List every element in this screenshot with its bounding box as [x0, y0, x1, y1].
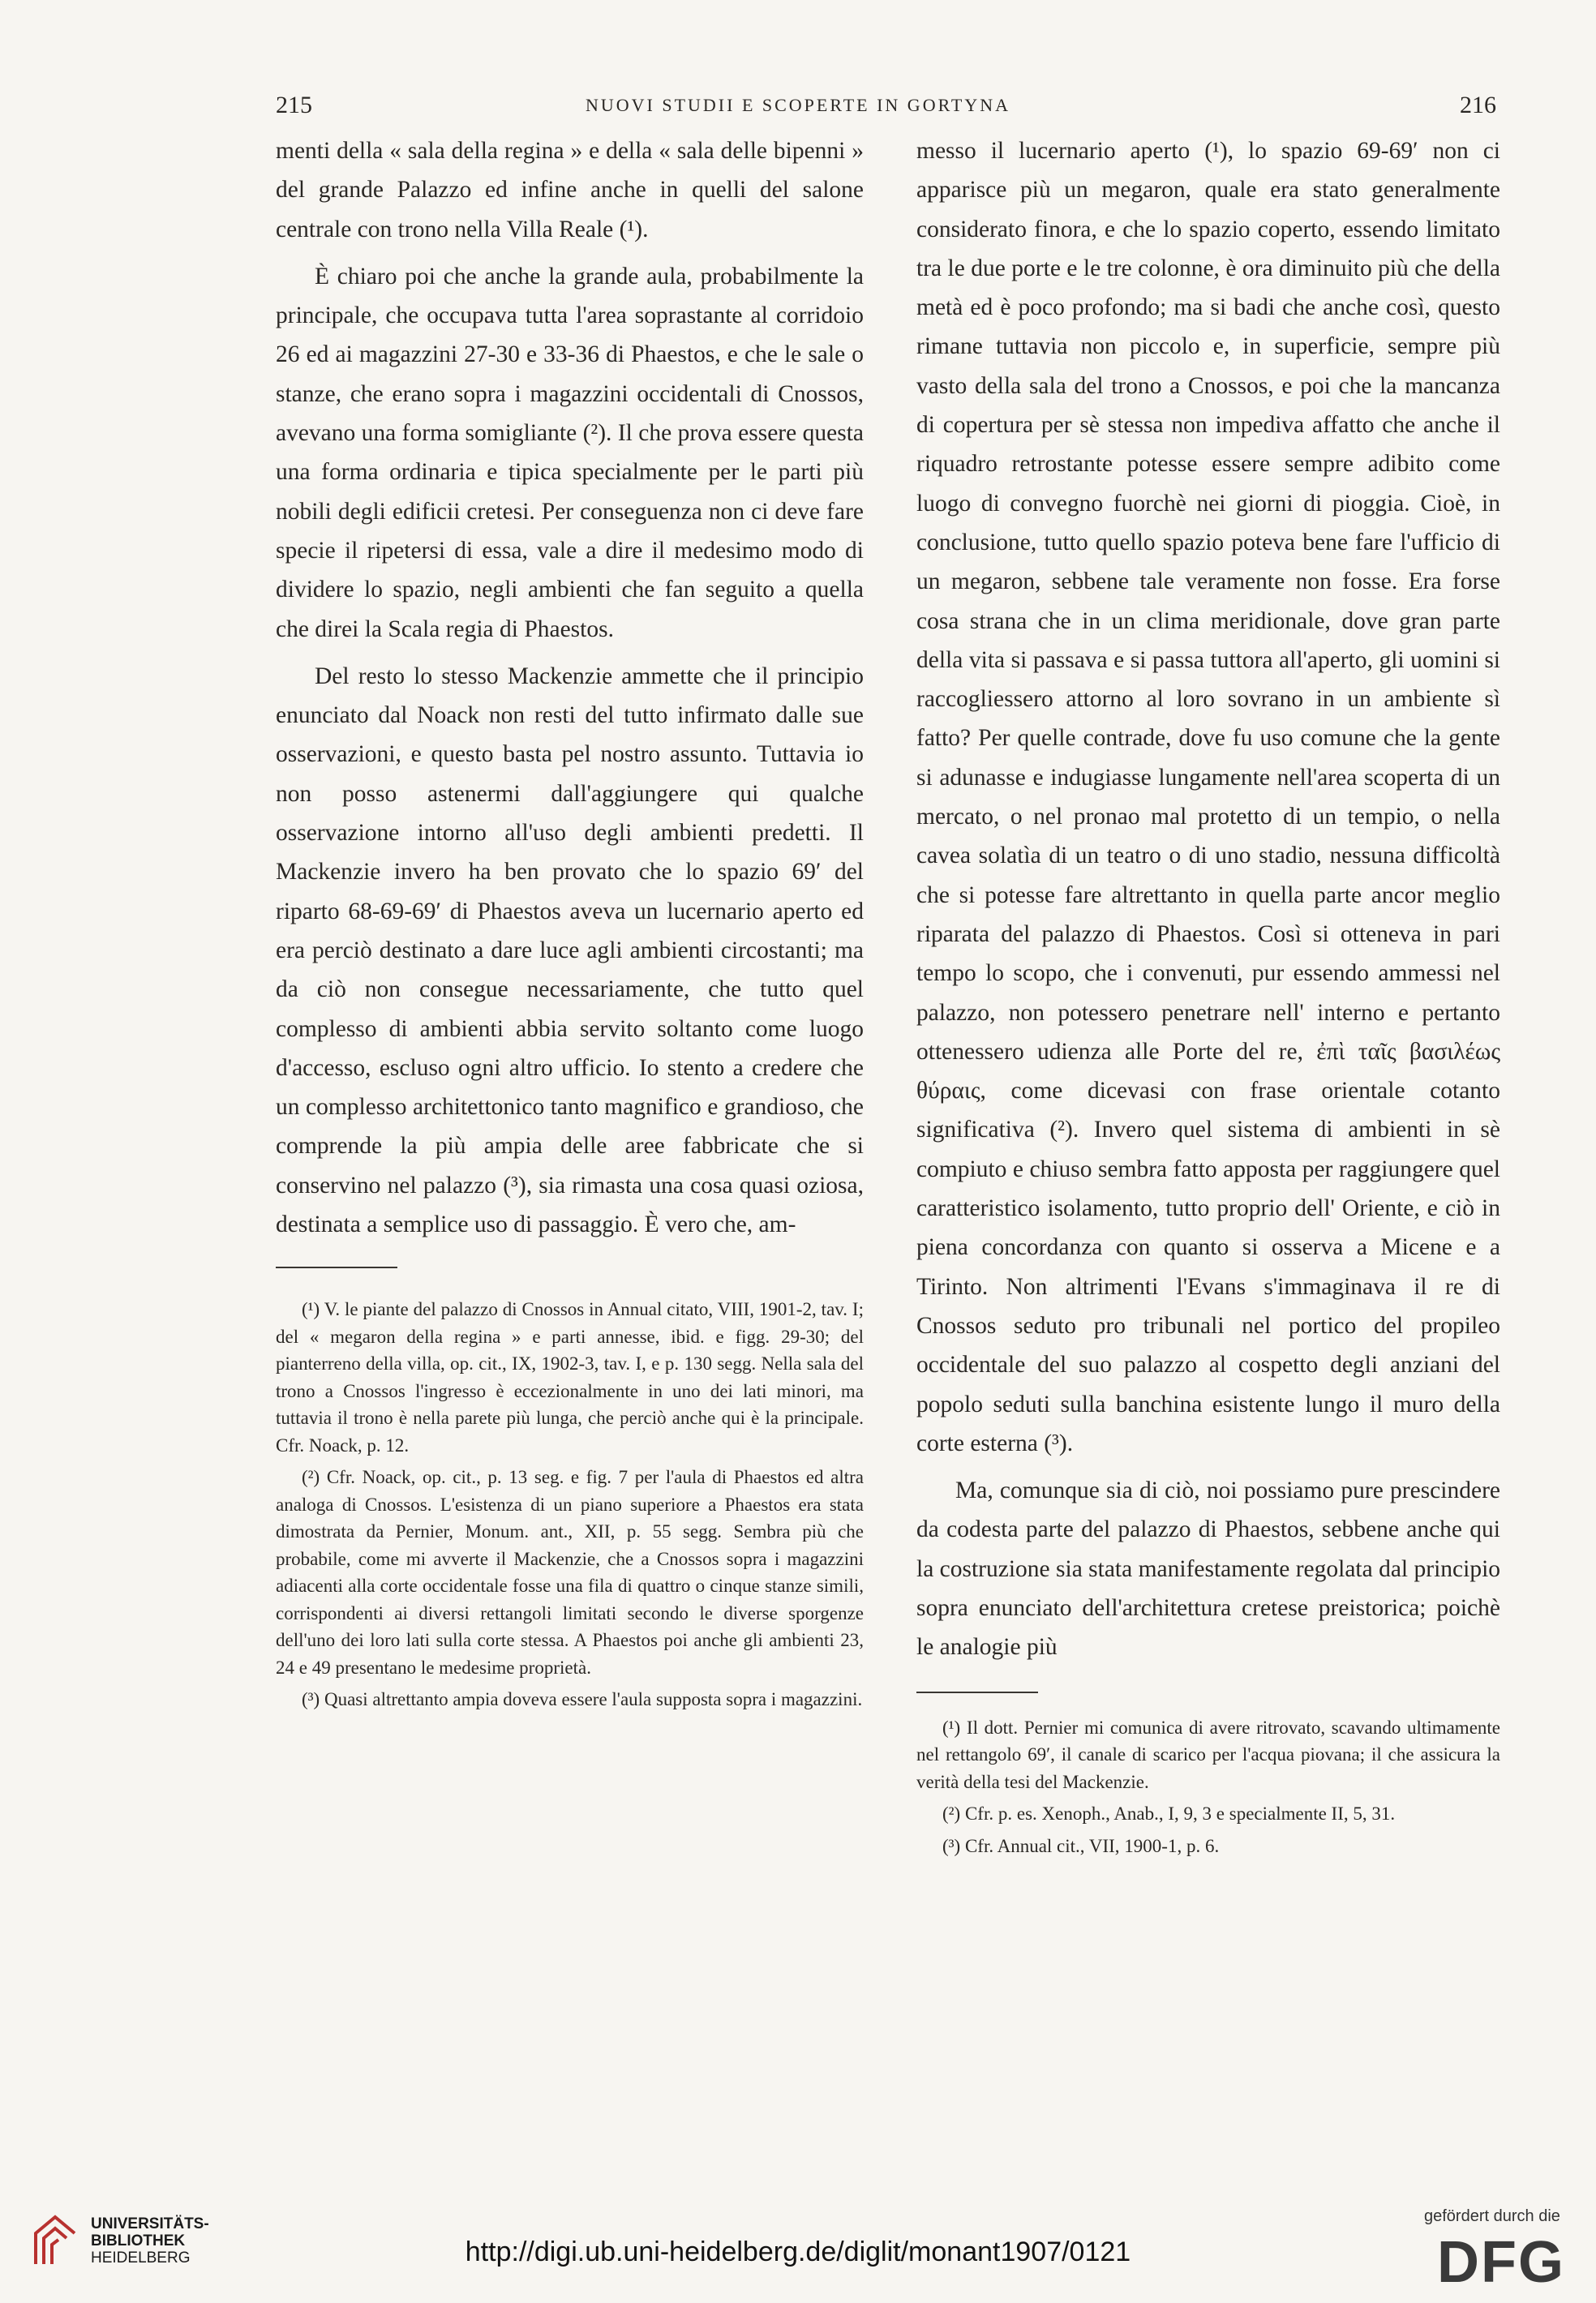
right-footnote-1: (¹) Il dott. Pernier mi comunica di avere ritrovato, scavando ultimamente nel rettangolo 69′, il canale di scarico per l'acqua piovana; il che assicura la verità della tesi del Mackenzie. — [916, 1717, 1500, 1792]
funding-caption: gefördert durch die — [1424, 2207, 1560, 2225]
running-title: NUOVI STUDII E SCOPERTE IN GORTYNA — [585, 95, 1011, 115]
page-number-right: 216 — [1460, 92, 1496, 118]
right-paragraph-1: messo il lucernario aperto (¹), lo spazio 69-69′ non ci apparisce più un megaron, quale era stato generalmente considerato finora, e che lo spazio coperto, essendo limitato tra le due porte e le tre colonne, è ora diminuito più che della metà ed è poco profondo; ma si badi che anche così, questo rimane tuttavia non piccolo e, in superficie, sempre più vasto della sala del trono a Cnossos, e poi che la mancanza di copertura per sè stessa non impediva affatto che anche il riquadro retrostante potesse essere sempre adibito come luogo di convegno fuorchè nei giorni di pioggia. Cioè, in conclusione, tutto quello spazio poteva bene fare l'ufficio di un megaron, sebbene tale veramente non fosse. Era forse cosa strana che in un clima meridionale, dove gran parte della vita si passava e si passa tuttora all'aperto, gli uomini si raccogliessero attorno al loro sovrano in un ambiente sì fatto? Per quelle contrade, dove fu uso comune che la gente si adunasse e indugiasse lungamente nell'area scoperta di un mercato, o nel pronao mal protetto di un tempio, o nella cavea solatìa di un teatro o di uno stadio, nessuna difficoltà che si potesse fare altrettanto in quella parte ancor meglio riparata del palazzo di Phaestos. Così si otteneva in pari tempo lo scopo, che i convenuti, pur essendo ammessi nel palazzo, non potessero penetrare nell' interno e pertanto ottenessero udienza alle Porte del re, ἐπὶ ταῖς βασιλέως θύραις, come dicevasi con frase orientale cotanto significativa (²). Invero quel sistema di ambienti in sè compiuto e chiuso sembra fatto apposta per raggiungere quel caratteristico isolamento, tutto proprio dell' Oriente, e ciò in piena concordanza con quanto si osserva a Micene e a Tirinto. Non altrimenti l'Evans s'immaginava il re di Cnossos seduto pro tribunali nel portico del propileo occidentale del suo palazzo al cospetto degli anziani del popolo seduti sulla banchina esistente lungo il muro della corte esterna (³). — [916, 138, 1500, 1456]
library-name: UNIVERSITÄTS- BIBLIOTHEK HEIDELBERG — [91, 2215, 209, 2267]
left-footnote-2: (²) Cfr. Noack, op. cit., p. 13 seg. e fig. 7 per l'aula di Phaestos ed altra analoga di Cnossos. L'esistenza di un piano superiore a Phaestos era stata dimostrata da Pernier, Monum. ant., XII, p. 55 segg. Sembra più che probabile, come mi avverte il Mackenzie, che a Cnossos sopra i magazzini adiacenti alla corte occidentale fosse una fila di quattro o cinque stanze simili, corrispondenti ai diversi rettangoli limitati secondo le diverse sporgenze dell'uno dei loro lati sulla corte stessa. A Phaestos poi anche gli ambienti 23, 24 e 49 presentano le medesime proprietà. — [276, 1467, 864, 1678]
left-paragraph-1: menti della « sala della regina » e della « sala delle bipenni » del grande Palazzo ed infine anche in quelli del salone centrale con trono nella Villa Reale (¹). — [276, 138, 864, 242]
left-column — [276, 131, 864, 1713]
left-paragraph-2: È chiaro poi che anche la grande aula, probabilmente la principale, che occupava tutta l'area soprastante al corridoio 26 ed ai magazzini 27-30 e 33-36 di Phaestos, e che le sale o stanze, che erano sopra i magazzini occidentali di Cnossos, avevano una forma somigliante (²). Il che prova essere questa una forma ordinaria e tipica specialmente per le parti più nobili degli edificii cretesi. Per conseguenza non ci deve fare specie il ripetersi di essa, vale a dire il medesimo modo di dividere lo spazio, negli ambienti che fan seguito a quella che direi la Scala regia di Phaestos. — [276, 263, 864, 642]
dfg-logo-icon — [1434, 2232, 1572, 2288]
footnote-divider — [916, 1692, 1038, 1693]
svg-text:DFG: DFG — [1437, 2232, 1565, 2288]
left-footnote-3: (³) Quasi altrettanto ampia doveva essere l'aula supposta sopra i magazzini. — [302, 1689, 863, 1710]
right-paragraph-2: Ma, comunque sia di ciò, noi possiamo pure prescindere da codesta parte del palazzo di Phaestos, sebbene anche qui la costruzione sia stata manifestamente regolata dal principio sopra enunciato dell'architettura cretese preistorica; poichè le analogie più — [916, 1477, 1501, 1661]
page-number-left: 215 — [276, 92, 312, 118]
left-paragraph-3: Del resto lo stesso Mackenzie ammette che il principio enunciato dal Noack non resti del tutto infirmato dalle sue osservazioni, e questo basta pel nostro assunto. Tuttavia io non posso astenermi dall'aggiungere qui qualche osservazione intorno all'uso degli ambienti predetti. Il Mackenzie invero ha ben provato che lo spazio 69′ del riparto 68-69-69′ di Phaestos aveva un lucernario aperto ed era perciò destinato a dare luce agli ambienti circostanti; ma da ciò non consegue necessariamente, che tutto quel complesso di ambienti abbia servito soltanto come luogo d'accesso, escluso ogni altro ufficio. Io stento a credere che un complesso architettonico tanto magnifico e grandioso, che comprende la più ampia delle aree fabbricate che si conservino nel palazzo (³), sia rimasta una cosa quasi oziosa, destinata a semplice uso di passaggio. È vero che, am- — [276, 663, 864, 1238]
right-footnote-3: (³) Cfr. Annual cit., VII, 1900-1, p. 6. — [942, 1835, 1220, 1856]
left-footnote-1: (¹) V. le piante del palazzo di Cnossos in Annual citato, VIII, 1901-2, tav. I; del « megaron della regina » e parti annesse, ibid. e figg. 29-30; del pianterreno della villa, op. cit., IX, 1902-3, tav. I, e p. 130 segg. Nella sala del trono a Cnossos l'ingresso è eccezionalmente in uno dei lati minori, ma tuttavia il trono è nella parete più lunga, che perciò anche qui è la principale. Cfr. Noack, p. 12. — [276, 1299, 864, 1456]
source-url-link[interactable]: http://digi.ub.uni-heidelberg.de/diglit/monant1907/0121 — [465, 2237, 1131, 2267]
right-footnote-2: (²) Cfr. p. es. Xenoph., Anab., I, 9, 3 e specialmente II, 5, 31. — [942, 1803, 1396, 1825]
digitization-footer — [0, 2189, 1596, 2303]
footnote-divider — [276, 1267, 397, 1268]
right-column — [916, 131, 1500, 1859]
